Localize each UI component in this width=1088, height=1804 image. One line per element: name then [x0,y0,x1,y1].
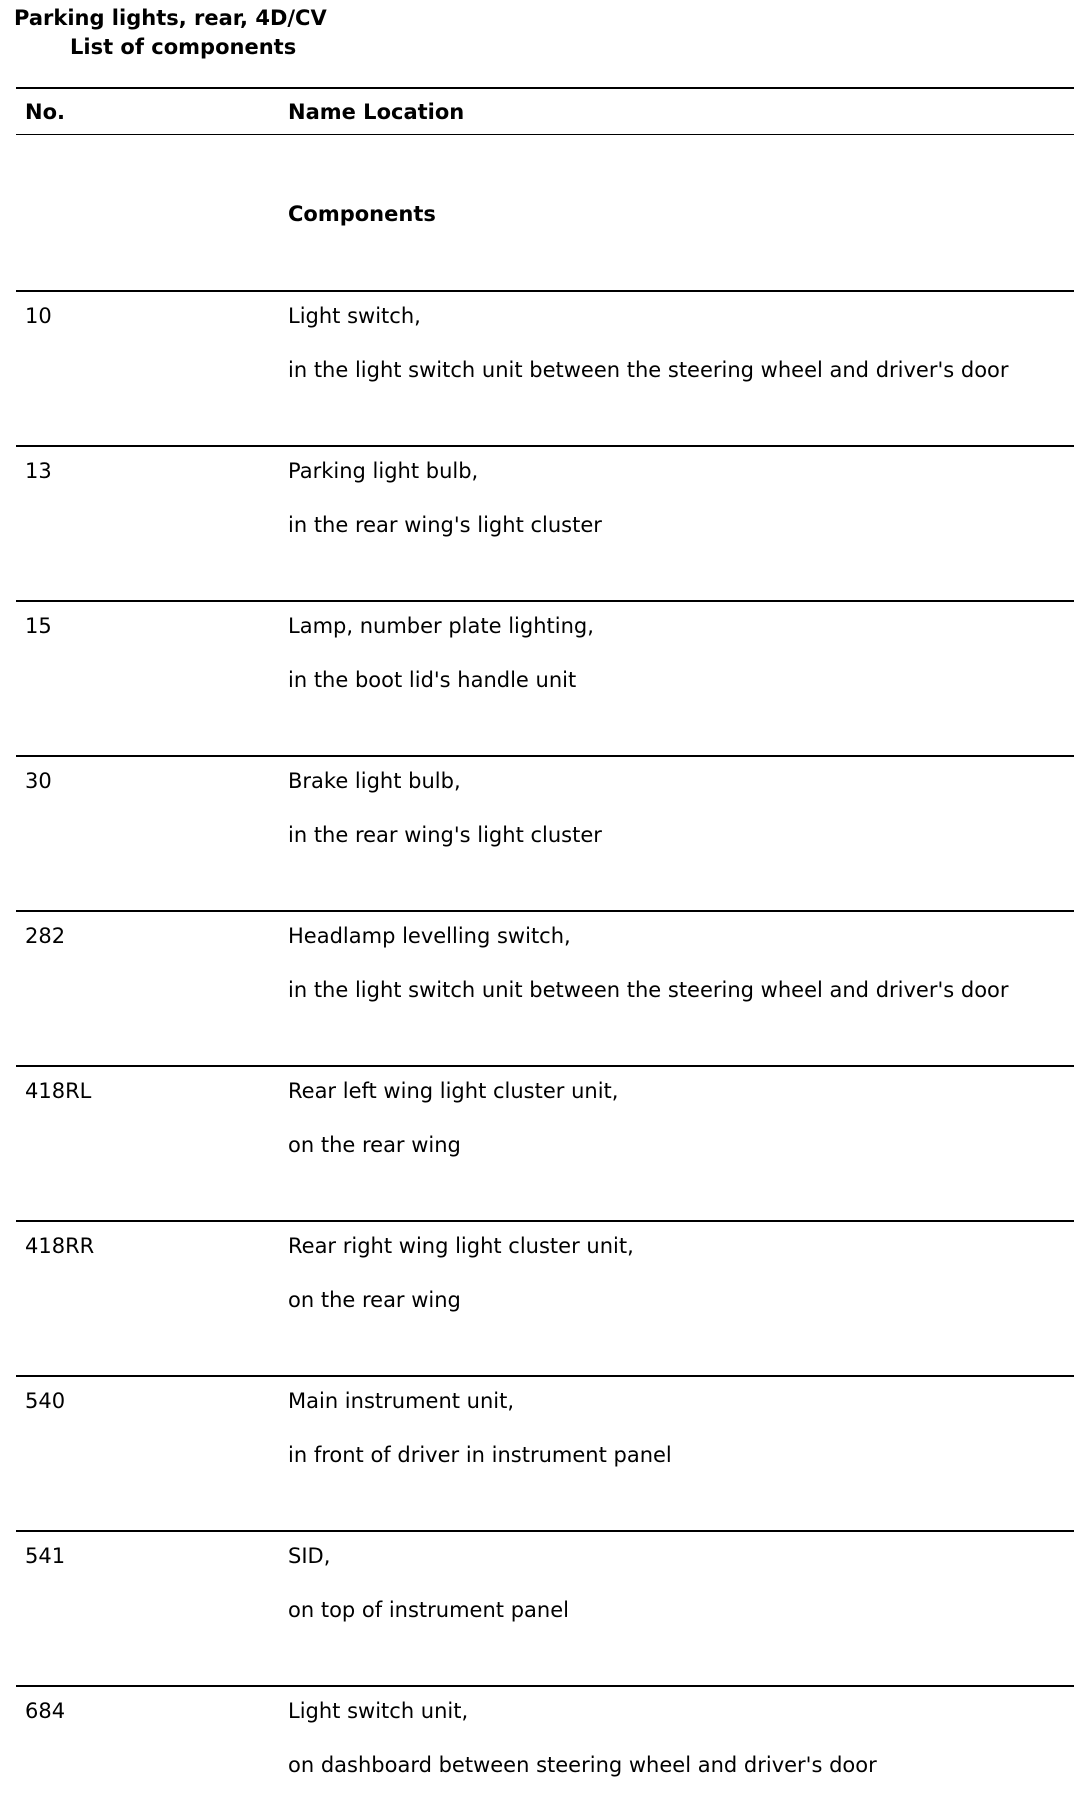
component-name: Rear left wing light cluster unit, [288,1079,619,1103]
component-number: 13 [25,459,52,483]
component-name: SID, [288,1544,331,1568]
row-separator [16,1375,1074,1377]
section-heading: Components [288,202,436,226]
component-name: Brake light bulb, [288,769,461,793]
row-separator [16,290,1074,292]
component-number: 541 [25,1544,66,1568]
row-separator [16,1065,1074,1067]
row-separator [16,1220,1074,1222]
column-header-name-location: Name Location [288,100,465,124]
component-location: on the rear wing [288,1133,461,1157]
component-name: Light switch, [288,304,421,328]
component-name: Rear right wing light cluster unit, [288,1234,634,1258]
component-name: Lamp, number plate lighting, [288,614,594,638]
component-location: on the rear wing [288,1288,461,1312]
document-title: Parking lights, rear, 4D/CV [14,6,327,30]
component-number: 10 [25,304,52,328]
component-location: in the boot lid's handle unit [288,668,577,692]
component-location: in front of driver in instrument panel [288,1443,672,1467]
row-separator [16,755,1074,757]
component-name: Main instrument unit, [288,1389,515,1413]
component-number: 282 [25,924,66,948]
document-subtitle: List of components [70,35,297,59]
component-location: in the rear wing's light cluster [288,513,602,537]
component-number: 684 [25,1699,66,1723]
component-number: 15 [25,614,52,638]
row-separator [16,910,1074,912]
row-separator [16,1685,1074,1687]
row-separator [16,600,1074,602]
component-number: 418RL [25,1079,92,1103]
component-name: Parking light bulb, [288,459,479,483]
component-number: 418RR [25,1234,95,1258]
component-location: on dashboard between steering wheel and driver's door [288,1753,877,1777]
component-location: in the light switch unit between the steering wheel and driver's door [288,358,1009,382]
table-top-rule [16,87,1074,89]
component-number: 30 [25,769,52,793]
component-location: in the light switch unit between the steering wheel and driver's door [288,978,1009,1002]
component-location: on top of instrument panel [288,1598,569,1622]
component-name: Light switch unit, [288,1699,469,1723]
row-separator [16,445,1074,447]
row-separator [16,1530,1074,1532]
column-header-no: No. [25,100,65,124]
header-bottom-rule [16,134,1074,135]
component-location: in the rear wing's light cluster [288,823,602,847]
component-number: 540 [25,1389,66,1413]
component-name: Headlamp levelling switch, [288,924,571,948]
